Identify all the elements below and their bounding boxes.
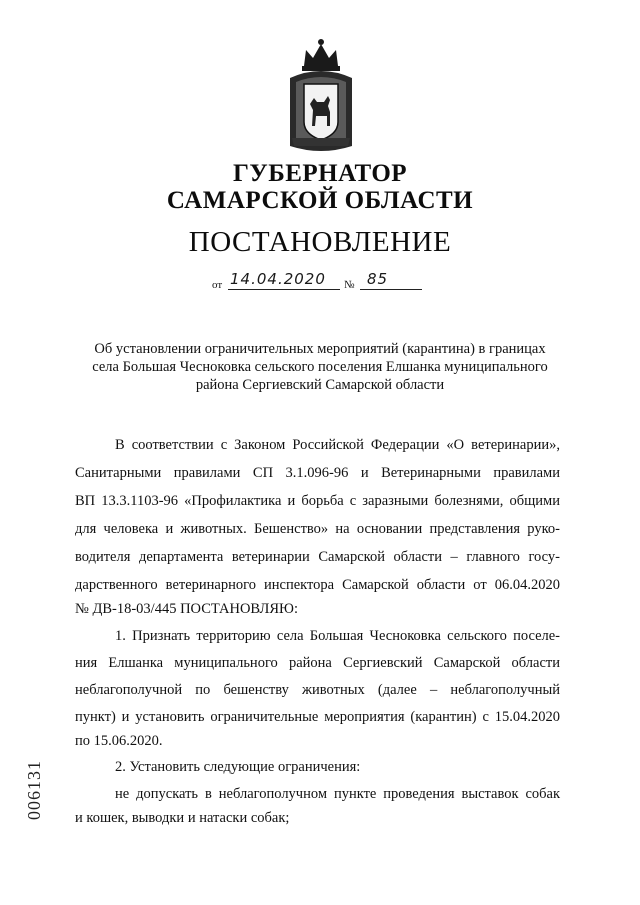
body-line: пункт) и установить ограничительные мероприятия (карантин) с 15.04.2020: [75, 709, 560, 725]
body-line: № ДВ-18-03/445 ПОСТАНОВЛЯЮ:: [75, 601, 298, 617]
serial-number: 006131: [24, 760, 44, 820]
body-line: неблагополучной по бешенству животных (далее – неблагополучный: [75, 682, 560, 698]
authority-title-line2: САМАРСКОЙ ОБЛАСТИ: [166, 187, 474, 214]
body-line: не допускать в неблагополучном пункте проведения выставок собак: [115, 786, 560, 802]
document-subject: [60, 340, 580, 394]
body-line: 2. Установить следующие ограничения:: [115, 759, 361, 775]
body-line: ВП 13.3.1103-96 «Профилактика и борьба с заразными болезнями, общими: [75, 493, 560, 509]
date-value: 14.04.2020: [230, 270, 326, 288]
subject-line: Об установлении ограничительных мероприятий (карантина) в границах: [94, 341, 546, 357]
number-label: №: [344, 279, 355, 291]
body-line: ния Елшанка муниципального района Сергиевский Самарской области: [75, 655, 560, 671]
body-line: и кошек, выводки и натаски собак;: [75, 810, 290, 826]
subject-line: района Сергиевский Самарской области: [195, 377, 445, 393]
body-line: водителя департамента ветеринарии Самарской области – главного госу-: [75, 549, 560, 565]
number-underline: [360, 289, 422, 290]
body-line: В соответствии с Законом Российской Федерации «О ветеринарии»,: [115, 437, 560, 453]
body-line: Санитарными правилами СП 3.1.096-96 и Ветеринарными правилами: [75, 465, 560, 481]
body-line: 1. Признать территорию села Большая Чесноковка сельского поселе-: [115, 628, 560, 644]
body-line: для человека и животных. Бешенство» на основании представления руко-: [75, 521, 560, 537]
date-label: от: [212, 279, 223, 291]
date-underline: [228, 289, 340, 290]
number-value: 85: [367, 270, 389, 288]
subject-line: села Большая Чесноковка сельского поселения Елшанка муниципального: [92, 359, 548, 375]
coat-of-arms-icon: [286, 38, 356, 156]
body-line: дарственного ветеринарного инспектора Самарской области от 06.04.2020: [75, 577, 560, 593]
authority-title-line1: ГУБЕРНАТОР: [232, 160, 408, 187]
document-type: ПОСТАНОВЛЕНИЕ: [188, 226, 452, 258]
body-line: по 15.06.2020.: [75, 733, 163, 749]
